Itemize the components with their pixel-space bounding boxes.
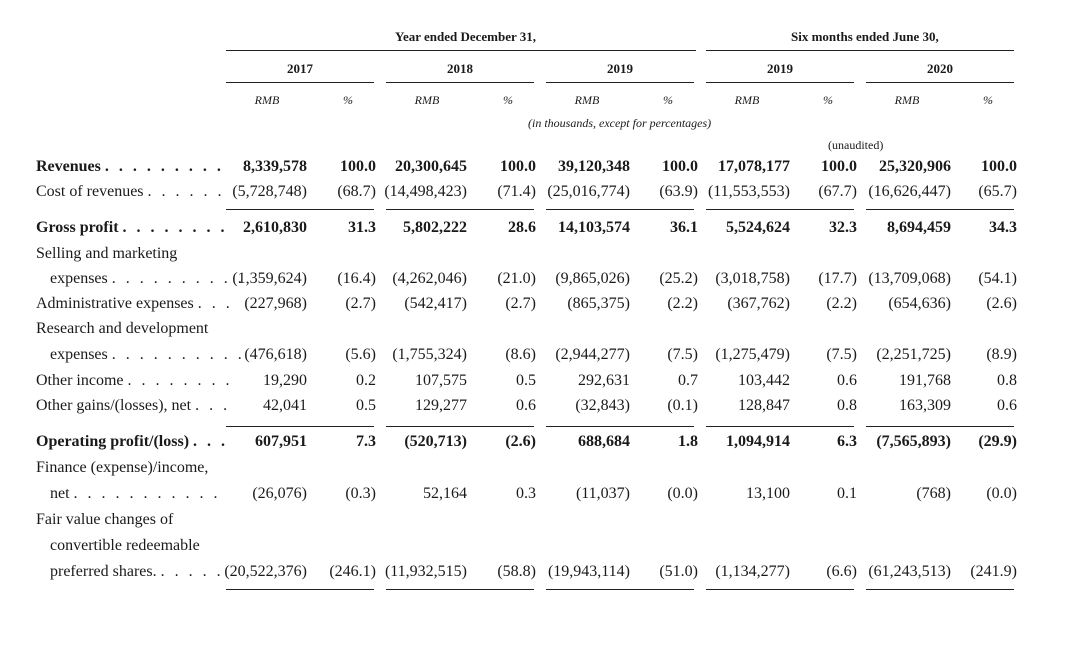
row-label bbox=[36, 511, 173, 529]
amount-cell: (1,275,479) bbox=[715, 346, 790, 363]
row-label-dots: . . . bbox=[195, 397, 231, 414]
amount-cell: (11,037) bbox=[575, 485, 630, 502]
bottom-rule bbox=[226, 589, 374, 590]
amount-cell: 39,120,348 bbox=[558, 158, 630, 175]
amount-cell: (768) bbox=[916, 485, 951, 502]
row-label-text: convertible redeemable bbox=[50, 537, 200, 554]
percent-cell: (51.0) bbox=[659, 563, 698, 580]
amount-cell: (19,943,114) bbox=[547, 563, 630, 580]
row-label-text: Other income bbox=[36, 372, 124, 389]
percent-cell: 100.0 bbox=[981, 158, 1017, 175]
percent-cell: (0.1) bbox=[667, 397, 698, 414]
percent-cell: 31.3 bbox=[348, 219, 376, 236]
percent-cell: (58.8) bbox=[497, 563, 536, 580]
row-label-dots: . . . . . . . . . . . bbox=[73, 485, 221, 502]
amount-cell: (32,843) bbox=[575, 397, 630, 414]
row-label-dots: . . . . . . . . bbox=[122, 219, 228, 236]
row-label-dots: . . . . . bbox=[160, 563, 224, 580]
row-label-text: expenses bbox=[50, 346, 108, 363]
amount-cell: (4,262,046) bbox=[392, 270, 467, 287]
row-label bbox=[36, 397, 230, 415]
percent-cell: (17.7) bbox=[818, 270, 857, 287]
subtotal-rule bbox=[226, 209, 374, 210]
year-header-2019-six: 2019 bbox=[767, 61, 793, 76]
unit-rmb: RMB bbox=[574, 93, 600, 107]
amount-cell: (26,076) bbox=[252, 485, 307, 502]
amount-cell: (61,243,513) bbox=[868, 563, 951, 580]
amount-cell: 19,290 bbox=[263, 372, 307, 389]
percent-cell: 0.8 bbox=[837, 397, 857, 414]
row-label-dots: . . . . . . bbox=[147, 183, 225, 200]
row-label-dots: . . . bbox=[197, 295, 233, 312]
year-rule bbox=[546, 82, 694, 83]
percent-cell: (0.0) bbox=[667, 485, 698, 502]
header-group-rule-year bbox=[226, 50, 696, 51]
percent-cell: (65.7) bbox=[978, 183, 1017, 200]
year-header-2020: 2020 bbox=[927, 61, 953, 76]
row-label bbox=[50, 485, 221, 503]
unit-pct: % bbox=[503, 93, 513, 107]
bottom-rule bbox=[706, 589, 854, 590]
amount-cell: 107,575 bbox=[415, 372, 467, 389]
bottom-rule bbox=[866, 589, 1014, 590]
unit-rmb: RMB bbox=[894, 93, 920, 107]
amount-cell: (1,359,624) bbox=[232, 270, 307, 287]
row-label-dots: . . . . . . . . . bbox=[104, 158, 224, 175]
amount-cell: (1,134,277) bbox=[715, 563, 790, 580]
percent-cell: 6.3 bbox=[837, 433, 857, 450]
amount-cell: 103,442 bbox=[738, 372, 790, 389]
amount-cell: (476,618) bbox=[244, 346, 307, 363]
amount-cell: (16,626,447) bbox=[868, 183, 951, 200]
percent-cell: 0.2 bbox=[356, 372, 376, 389]
year-rule bbox=[866, 82, 1014, 83]
row-label bbox=[50, 563, 224, 581]
amount-cell: (865,375) bbox=[567, 295, 630, 312]
amount-cell: (13,709,068) bbox=[868, 270, 951, 287]
amount-cell: (7,565,893) bbox=[876, 433, 951, 450]
percent-cell: (54.1) bbox=[978, 270, 1017, 287]
amount-cell: (11,932,515) bbox=[384, 563, 467, 580]
amount-cell: (20,522,376) bbox=[224, 563, 307, 580]
row-label-text: preferred shares. bbox=[50, 563, 157, 580]
amount-cell: 5,802,222 bbox=[403, 219, 467, 236]
row-label bbox=[36, 459, 208, 477]
percent-cell: (8.6) bbox=[505, 346, 536, 363]
header-six-months: Six months ended June 30, bbox=[791, 29, 939, 44]
unit-rmb: RMB bbox=[254, 93, 280, 107]
row-label-dots: . . . bbox=[193, 433, 229, 450]
row-label-text: Gross profit bbox=[36, 219, 119, 236]
row-label bbox=[36, 219, 228, 237]
percent-cell: 0.1 bbox=[837, 485, 857, 502]
amount-cell: 191,768 bbox=[899, 372, 951, 389]
percent-cell: 0.6 bbox=[516, 397, 536, 414]
subtotal-rule bbox=[546, 426, 694, 427]
amount-cell: 52,164 bbox=[423, 485, 467, 502]
amount-cell: (25,016,774) bbox=[547, 183, 630, 200]
row-label bbox=[36, 433, 228, 451]
percent-cell: 0.8 bbox=[997, 372, 1017, 389]
amount-cell: (14,498,423) bbox=[384, 183, 467, 200]
row-label bbox=[50, 270, 245, 288]
amount-cell: 8,339,578 bbox=[243, 158, 307, 175]
row-label bbox=[36, 372, 233, 390]
amount-cell: 688,684 bbox=[578, 433, 630, 450]
percent-cell: (63.9) bbox=[659, 183, 698, 200]
row-label-text: Fair value changes of bbox=[36, 511, 174, 528]
row-label bbox=[36, 183, 225, 201]
row-label-text: Research and development bbox=[36, 320, 209, 337]
percent-cell: 0.7 bbox=[678, 372, 698, 389]
row-label bbox=[50, 537, 200, 555]
row-label-text: Selling and marketing bbox=[36, 245, 178, 262]
amount-cell: (9,865,026) bbox=[555, 270, 630, 287]
row-label bbox=[36, 295, 233, 313]
row-label-dots: . . . . . . . . bbox=[127, 372, 233, 389]
amount-cell: (1,755,324) bbox=[392, 346, 467, 363]
amount-cell: 5,524,624 bbox=[726, 219, 790, 236]
percent-cell: (2.2) bbox=[826, 295, 857, 312]
percent-cell: 0.5 bbox=[516, 372, 536, 389]
row-label-text: net bbox=[50, 485, 70, 502]
percent-cell: 0.6 bbox=[837, 372, 857, 389]
amount-cell: 13,100 bbox=[746, 485, 790, 502]
unit-pct: % bbox=[663, 93, 673, 107]
subtotal-rule bbox=[866, 209, 1014, 210]
percent-cell: (8.9) bbox=[986, 346, 1017, 363]
unit-rmb: RMB bbox=[414, 93, 440, 107]
percent-cell: (0.3) bbox=[345, 485, 376, 502]
percent-cell: (68.7) bbox=[337, 183, 376, 200]
amount-cell: (227,968) bbox=[244, 295, 307, 312]
subtotal-rule bbox=[706, 426, 854, 427]
percent-cell: 34.3 bbox=[989, 219, 1017, 236]
amount-cell: (367,762) bbox=[727, 295, 790, 312]
unit-pct: % bbox=[983, 93, 993, 107]
unit-pct: % bbox=[343, 93, 353, 107]
percent-cell: (25.2) bbox=[659, 270, 698, 287]
percent-cell: 36.1 bbox=[670, 219, 698, 236]
percent-cell: (21.0) bbox=[497, 270, 536, 287]
row-label-text: Finance (expense)/income, bbox=[36, 459, 209, 476]
percent-cell: 0.3 bbox=[516, 485, 536, 502]
row-label bbox=[50, 346, 245, 364]
bottom-rule bbox=[386, 589, 534, 590]
year-header-2019: 2019 bbox=[607, 61, 633, 76]
percent-cell: (2.7) bbox=[345, 295, 376, 312]
subtotal-rule bbox=[386, 426, 534, 427]
percent-cell: (2.7) bbox=[505, 295, 536, 312]
amount-cell: 25,320,906 bbox=[879, 158, 951, 175]
percent-cell: (241.9) bbox=[970, 563, 1017, 580]
percent-cell: (7.5) bbox=[826, 346, 857, 363]
subtotal-rule bbox=[546, 209, 694, 210]
amount-cell: 128,847 bbox=[738, 397, 790, 414]
row-label-dots: . . . . . . . . . . bbox=[111, 270, 245, 287]
row-label-text: Cost of revenues bbox=[36, 183, 144, 200]
amount-cell: 20,300,645 bbox=[395, 158, 467, 175]
percent-cell: 32.3 bbox=[829, 219, 857, 236]
amount-cell: 2,610,830 bbox=[243, 219, 307, 236]
amount-cell: 163,309 bbox=[899, 397, 951, 414]
percent-cell: (7.5) bbox=[667, 346, 698, 363]
row-label bbox=[36, 245, 177, 263]
amount-cell: 42,041 bbox=[263, 397, 307, 414]
amount-cell: 129,277 bbox=[415, 397, 467, 414]
amount-cell: 292,631 bbox=[578, 372, 630, 389]
bottom-rule bbox=[546, 589, 694, 590]
percent-cell: 28.6 bbox=[508, 219, 536, 236]
percent-cell: (246.1) bbox=[329, 563, 376, 580]
percent-cell: (71.4) bbox=[497, 183, 536, 200]
subtotal-rule bbox=[226, 426, 374, 427]
amount-cell: (11,553,553) bbox=[707, 183, 790, 200]
amount-cell: (2,251,725) bbox=[876, 346, 951, 363]
percent-cell: (2.2) bbox=[667, 295, 698, 312]
amount-cell: (520,713) bbox=[404, 433, 467, 450]
amount-cell: (542,417) bbox=[404, 295, 467, 312]
percent-cell: (16.4) bbox=[337, 270, 376, 287]
percent-cell: (29.9) bbox=[978, 433, 1017, 450]
unit-pct: % bbox=[823, 93, 833, 107]
row-label-text: Operating profit/(loss) bbox=[36, 433, 190, 450]
units-note: (in thousands, except for percentages) bbox=[528, 116, 712, 130]
header-year-ended: Year ended December 31, bbox=[395, 29, 537, 44]
percent-cell: 100.0 bbox=[662, 158, 698, 175]
row-label-text: Other gains/(losses), net bbox=[36, 397, 192, 414]
amount-cell: (654,636) bbox=[888, 295, 951, 312]
percent-cell: 0.6 bbox=[997, 397, 1017, 414]
year-header-2018: 2018 bbox=[447, 61, 473, 76]
row-label bbox=[36, 158, 224, 176]
amount-cell: 607,951 bbox=[255, 433, 307, 450]
amount-cell: 8,694,459 bbox=[887, 219, 951, 236]
percent-cell: 0.5 bbox=[356, 397, 376, 414]
header-group-rule-six bbox=[706, 50, 1014, 51]
row-label-dots: . . . . . . . . . . bbox=[111, 346, 245, 363]
percent-cell: 100.0 bbox=[340, 158, 376, 175]
row-label bbox=[36, 320, 208, 338]
subtotal-rule bbox=[866, 426, 1014, 427]
percent-cell: 1.8 bbox=[678, 433, 698, 450]
amount-cell: (5,728,748) bbox=[232, 183, 307, 200]
year-rule bbox=[706, 82, 854, 83]
year-header-2017: 2017 bbox=[287, 61, 313, 76]
percent-cell: 100.0 bbox=[500, 158, 536, 175]
percent-cell: (5.6) bbox=[345, 346, 376, 363]
amount-cell: 1,094,914 bbox=[726, 433, 790, 450]
row-label-text: Revenues bbox=[36, 158, 101, 175]
row-label-text: expenses bbox=[50, 270, 108, 287]
amount-cell: (2,944,277) bbox=[555, 346, 630, 363]
unaudited-note: (unaudited) bbox=[828, 138, 884, 152]
percent-cell: (0.0) bbox=[986, 485, 1017, 502]
subtotal-rule bbox=[386, 209, 534, 210]
amount-cell: (3,018,758) bbox=[715, 270, 790, 287]
percent-cell: 100.0 bbox=[821, 158, 857, 175]
year-rule bbox=[226, 82, 374, 83]
unit-rmb: RMB bbox=[734, 93, 760, 107]
percent-cell: (2.6) bbox=[986, 295, 1017, 312]
row-label-text: Administrative expenses bbox=[36, 295, 194, 312]
subtotal-rule bbox=[706, 209, 854, 210]
percent-cell: (2.6) bbox=[505, 433, 536, 450]
percent-cell: (6.6) bbox=[826, 563, 857, 580]
percent-cell: 7.3 bbox=[356, 433, 376, 450]
year-rule bbox=[386, 82, 534, 83]
amount-cell: 17,078,177 bbox=[718, 158, 790, 175]
amount-cell: 14,103,574 bbox=[558, 219, 630, 236]
percent-cell: (67.7) bbox=[818, 183, 857, 200]
